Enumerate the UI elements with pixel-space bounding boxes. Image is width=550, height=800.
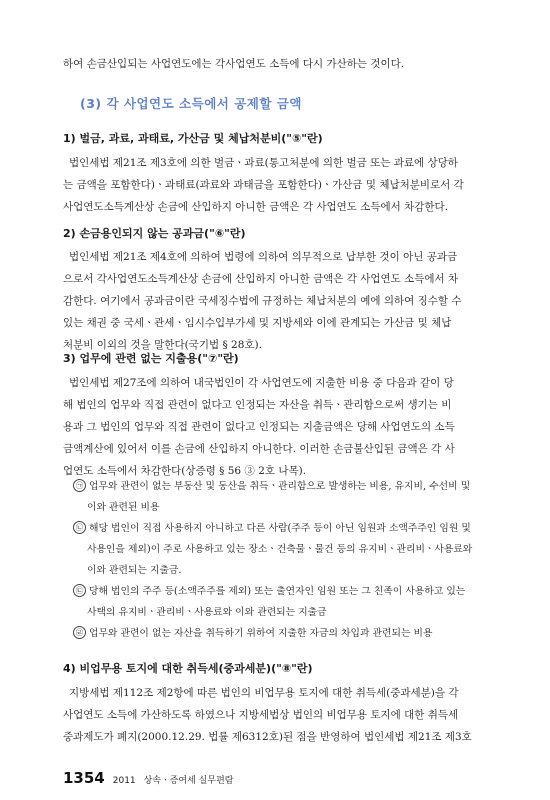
section-title: (3) 각 사업연도 소득에서 공제할 금액 [80,96,302,111]
circled-marker: ㉣ [73,626,86,639]
text-line: 해 법인의 업무와 직접 관련이 없다고 인정되는 자산을 취득ㆍ관리함으로써 생기는 비 [63,399,452,411]
paragraph-penalties [63,152,487,218]
text-line: 법인세법 제27조에 의하여 내국법인이 각 사업연도에 지출한 비용 중 다음과 같이 당 [69,377,454,389]
text-line: 는 금액을 포함한다)ㆍ과태료(과료와 과태금을 포함한다)ㆍ가산금 및 체납처분비로서 각 [63,179,464,191]
text-line: 중과제도가 폐지(2000.12.29. 법률 제6312호)된 점을 반영하여 법인세법 제21조 제3호 [63,731,472,743]
text-line: 있는 채권 중 국세ㆍ관세ㆍ임시수입부가세 및 지방세와 이에 관계되는 가산금 및 체납 [63,317,452,329]
page-footer [63,768,233,787]
footer-book-title: 상속ㆍ증여세 실무편람 [143,776,234,786]
paragraph-unrelated-expenses [63,372,487,482]
text-line: 지방세법 제112조 제2항에 따른 법인의 비업무용 토지에 대한 취득세(중과세분)을 각 [69,687,459,699]
text-line: 사용인을 제외)이 주로 사용하고 있는 장소ㆍ건축물ㆍ물건 등의 유지비ㆍ관리비ㆍ사용료와 [87,544,473,555]
text-line: 사택의 유지비ㆍ관리비ㆍ사용료와 이와 관련되는 지출금 [87,607,327,618]
text-line: 해당 법인이 직접 사용하지 아니하고 다른 사람(주주 등이 아닌 임원과 소액주주인 임원 및 [89,523,471,534]
text-line: 사업연도소득계산상 손금에 산입하지 아니한 금액은 각 사업연도 소득에서 차감한다. [63,201,449,213]
unrelated-expense-list [73,476,491,644]
subheading-penalties: 1) 벌금, 과료, 과태료, 가산금 및 체납처분비("⑤"란) [63,132,323,145]
text-line: 업무와 관련이 없는 부동산 및 동산을 취득ㆍ관리함으로 발생하는 비용, 유지비, 수선비 및 [89,481,471,492]
list-item [73,518,491,581]
paragraph-public-charges [63,246,487,356]
text-line: 법인세법 제21조 제4호에 의하여 법령에 의하여 의무적으로 납부한 것이 아닌 공과금 [69,251,458,263]
subheading-unrelated-expenses: 3) 업무에 관련 없는 지출용("⑦"란) [63,352,239,365]
text-line: 업무와 관련이 없는 자산을 취득하기 위하여 지출한 자금의 차입과 관련되는 비용 [89,628,433,639]
subheading-public-charges: 2) 손금용인되지 않는 공과금("⑥"란) [63,227,246,240]
list-item [73,623,491,644]
text-line: 법인세법 제21조 제3호에 의한 벌금ㆍ과료(통고처분에 의한 벌금 또는 과료에 상당하 [69,157,458,169]
lead-paragraph: 하여 손금산입되는 사업연도에는 각사업연도 소득에 다시 가산하는 것이다. [63,58,405,70]
circled-marker: ㉢ [73,584,86,597]
text-line: 금액계산에 있어서 이를 손금에 산입하지 아니한다. 이러한 손금불산입된 금액은 각 사 [63,443,455,455]
list-item [73,476,491,518]
text-line: 이와 관련되는 지출금. [87,565,182,576]
footer-year: 2011 [112,776,136,786]
text-line: 감한다. 여기에서 공과금이란 국세징수법에 규정하는 체납처분의 예에 의하여 징수할 수 [63,295,462,307]
text-line: 업연도 소득에서 차감한다(상증령 § 56 ③ 2호 나목). [63,465,307,477]
text-line: 처분비 이외의 것을 말한다(국기법 § 28호). [63,339,262,351]
paragraph-land-acquisition-tax [63,682,487,748]
subheading-land-acquisition-tax: 4) 비업무용 토지에 대한 취득세(중과세분)("⑧"란) [63,662,313,675]
text-line: 이와 관련된 비용 [87,502,160,513]
text-line: 당해 법인의 주주 등(소액주주를 제외) 또는 출연자인 임원 또는 그 친족이 사용하고 있는 [89,586,466,597]
circled-marker: ㉡ [73,521,86,534]
page-number: 1354 [63,769,105,787]
text-line: 으로서 각사업연도소득계산상 손금에 산입하지 아니한 금액은 각 사업연도 소득에서 차 [63,273,459,285]
circled-marker: ㉠ [73,479,86,492]
text-line: 용과 그 법인의 업무와 직접 관련이 없다고 인정되는 지출금액은 당해 사업연도의 소득 [63,421,455,433]
list-item [73,581,491,623]
text-line: 사업연도 소득에 가산하도록 하였으나 지방세법상 법인의 비업무용 토지에 대한 취득세 [63,709,459,721]
